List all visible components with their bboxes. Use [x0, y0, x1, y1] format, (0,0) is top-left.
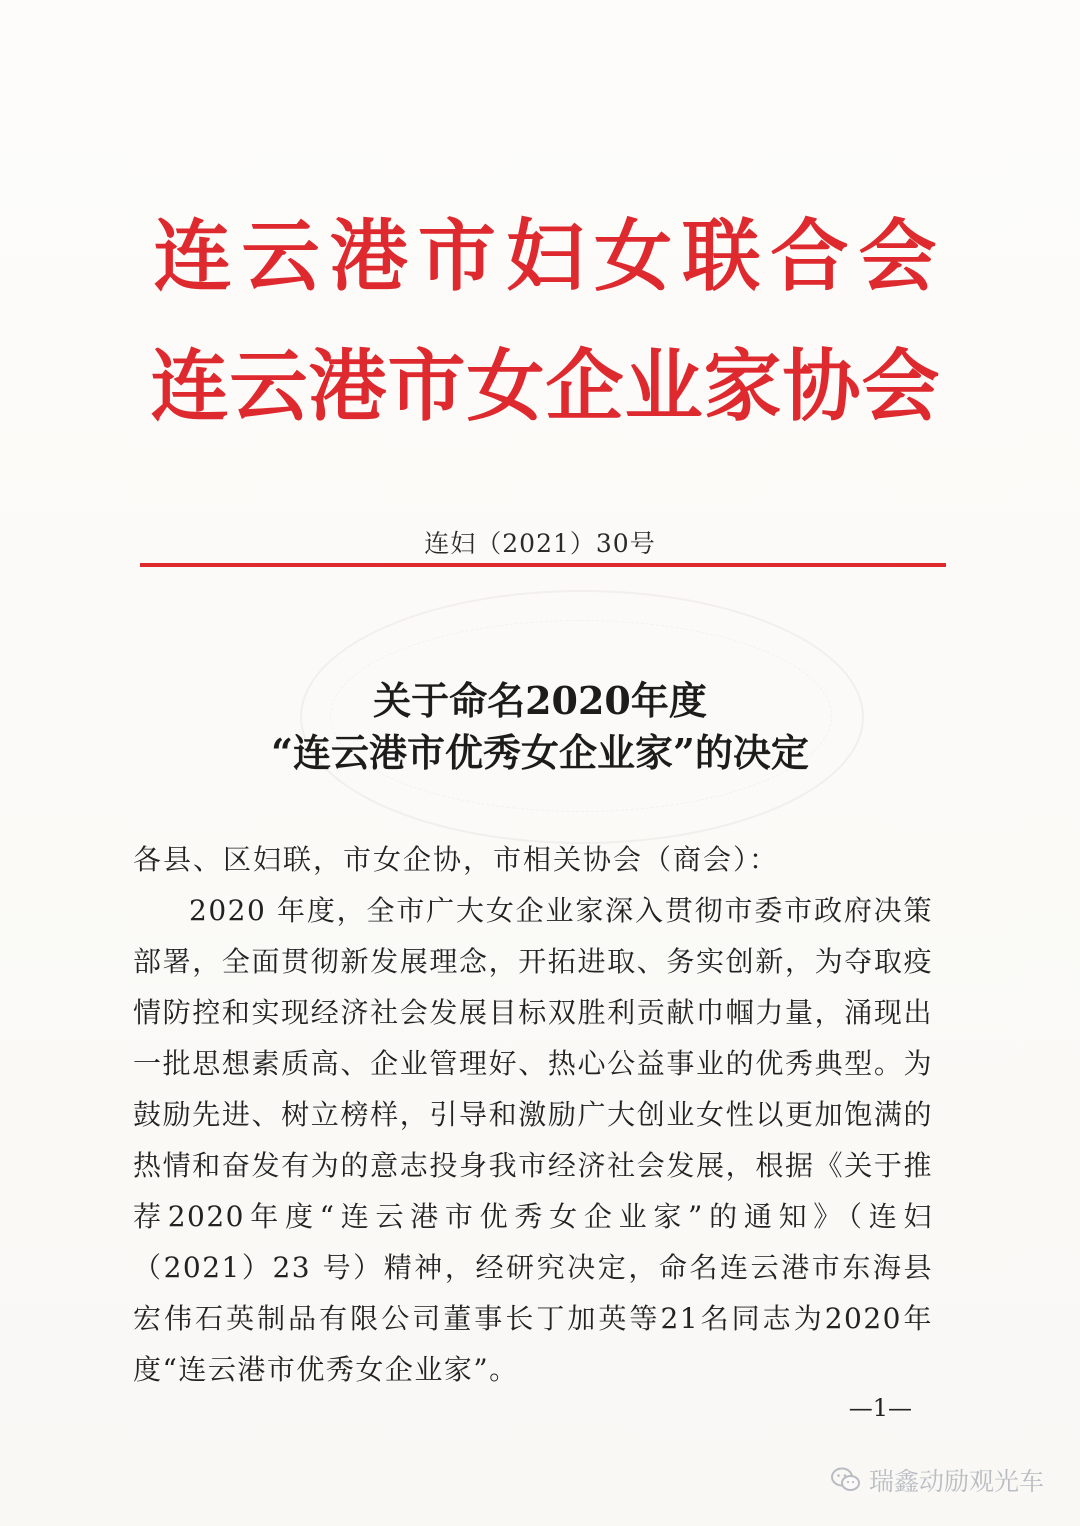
org-char: 业 [624, 341, 703, 432]
body-paragraph: 2020 年度，全市广大女企业家深入贯彻市委市政府决策部署，全面贯彻新发展理念，开拓进取、务实创新，为夺取疫情防控和实现经济社会发展目标双胜利贡献巾帼力量，涌现出一批思想素质高、企业管理好、热心公益事业的优秀典型。为鼓励先进、树立榜样，引导和激励广大创业女性以更加饱满的热情和奋发有为的意志投身我市经济社会发展，根据《关于推荐2020年度“连云港市优秀女企业家”的通知》（连妇（2021）23 号）精神，经研究决定，命名连云港市东海县宏伟石英制品有限公司董事长丁加英等21名同志为2020年度“连云港市优秀女企业家”。 [133, 894, 933, 1386]
watermark-text: 瑞鑫动励观光车 [868, 1467, 1044, 1496]
org-char: 联 [682, 211, 761, 302]
salutation: 各县、区妇联，市女企协，市相关协会（商会）： [133, 843, 780, 876]
red-divider-line [140, 563, 946, 567]
org-char: 港 [329, 211, 408, 302]
org-char: 连 [150, 341, 229, 432]
org-char: 连 [153, 211, 232, 302]
org-char: 市 [387, 341, 466, 432]
document-number: 连妇（2021）30号 [424, 529, 656, 558]
document-body [133, 834, 933, 1395]
org-name-women-federation [150, 212, 940, 302]
org-char: 港 [308, 341, 387, 432]
org-char: 会 [861, 341, 940, 432]
org-char: 企 [545, 341, 624, 432]
document-title-line-2: “连云港市优秀女企业家”的决定 [271, 730, 809, 775]
wechat-icon [831, 1467, 861, 1493]
org-char: 合 [770, 211, 849, 302]
org-name-women-entrepreneurs-association [150, 342, 940, 432]
org-char: 妇 [505, 211, 584, 302]
org-char: 家 [703, 341, 782, 432]
page-number: —1— [848, 1394, 912, 1422]
org-char: 云 [229, 341, 308, 432]
org-char: 云 [241, 211, 320, 302]
org-char: 协 [782, 341, 861, 432]
document-title-line-1: 关于命名2020年度 [373, 678, 707, 723]
org-char: 女 [594, 211, 673, 302]
org-char: 市 [417, 211, 496, 302]
org-char: 会 [858, 211, 937, 302]
watermark [831, 1462, 1044, 1498]
org-char: 女 [466, 341, 545, 432]
